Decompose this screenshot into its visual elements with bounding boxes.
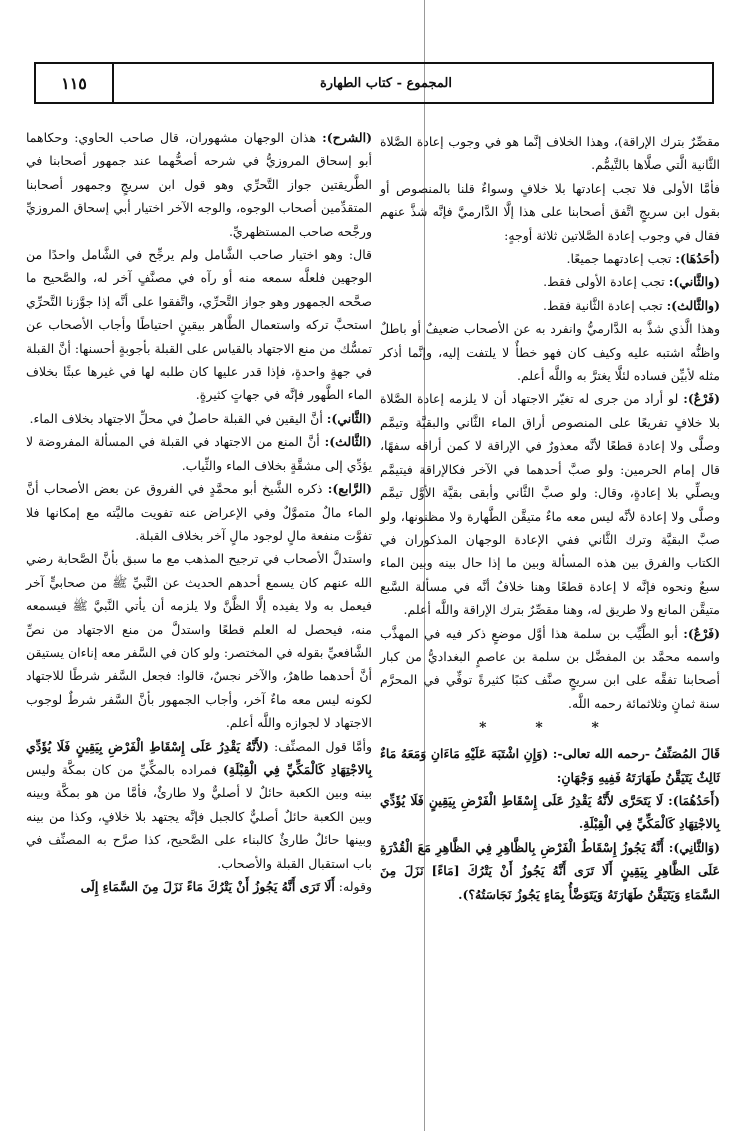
quoted-text: (لأَنَّهُ يَقْدِرُ عَلَى إِسْقَاطِ الْفَرْضِ بِيَقِينٍ فَلَا يُؤَدِّي بِالاجْتِهَادِ كَالْمَكِّيِّ فِي الْقِبْلَةِ) (26, 738, 372, 777)
page-number: ١١٥ (36, 64, 114, 102)
answer-item (26, 407, 372, 430)
running-header (34, 62, 714, 104)
list-item (380, 294, 720, 317)
author-quote: (أَحَدُهُمَا): لَا يَتَحَرَّى لأَنَّهُ يَقْدِرُ عَلَى إِسْقَاطِ الْفَرْضِ بِيَقِينٍ فَلَا يُؤَدِّي بِالاجْتِهَادِ كَالْمَكِّيِّ فِي الْقِبْلَةِ. (380, 792, 720, 832)
list-item (380, 247, 720, 270)
list-item (380, 270, 720, 293)
sharh-label: (الشرح): (322, 130, 372, 145)
item-text: تجب إعادة الأولى فقط. (543, 274, 665, 290)
item-label: (الثَّاني): (326, 410, 372, 426)
far-paragraph (380, 622, 720, 716)
paragraph: قال: وهو اختيار صاحب الشَّامل ولم يرجِّح في الشَّامل واحدًا من الوجهين فلعلَّه سمعه منه أو رآه في مصنَّفٍ آخر له، والصَّحيح ما صحَّحه الجمهور وهو جواز التَّحرِّي، واتَّفقوا على أنَّه إذا جوَّزنا التَّحرِّي استحبَّ تركه واستعمال الطَّاهر بيقينٍ احتياطًا وأجاب الأصحاب عن تمسُّك من منع الاجتهاد بالقياس على القبلة بأجوبةٍ أحسنها: أنَّ القبلة في جهةٍ واحدةٍ، فإذا قدر عليها كان طلبه لها في غيرها عبثًا بخلاف الماء الطَّهور فإنَّه في جهاتٍ كثيرةٍ. (26, 247, 372, 403)
answer-item (26, 477, 372, 547)
quoted-text: أَلَا تَرَى أَنَّهُ يَجُوزُ أَنْ يَتْرُكَ مَاءً نَزَلَ مِنَ السَّمَاءِ إِلَى (80, 879, 335, 894)
paragraph (26, 735, 372, 875)
item-label: (أحَدُهَا): (675, 251, 720, 267)
far-text: أبو الطَّيِّب بن سلمة هذا أوَّل موضعٍ ذكر فيه في المهذَّب واسمه محمَّد بن المفضَّل بن سلمة بن عاصمٍ البغداديُّ من كبار أصحابنا تفقَّه على ابن سريجٍ صنَّف كتبًا كثيرةً توفِّي في المحرَّم سنة ثمانٍ وثلاثمائة رحمه اللَّه. (380, 625, 720, 711)
author-quote: (وَالثَّانِي): أَنَّهُ يَجُوزُ إِسْقَاطُ الْفَرْضِ بِالظَّاهِرِ فِي الظَّاهِرِ مَعَ الْقُدْرَةِ عَلَى الظَّاهِرِ بِيَقِينٍ أَلَا تَرَى أَنَّهُ يَجُوزُ أَنْ يَتْرُكَ [مَاءً] نَزَلَ مِنَ السَّمَاءِ وَيَتَيَقَّنُ طَهَارَتَهُ وَيَتَوَضَّأُ بِمَاءٍ يَجُوزُ نَجَاسَتُهُ؟). (380, 839, 720, 902)
paragraph (26, 875, 372, 898)
far-label: (فَرْعٌ): (683, 391, 720, 407)
sharh-paragraph (26, 126, 372, 243)
item-label: (والثَّالث): (666, 297, 720, 313)
item-text: ذكره الشَّيخ أبو محمَّدٍ في الفروق عن بعض الأصحاب أنَّ الماء مالٌ متموَّلٌ وفي الإعراض عنه تفويت ماليَّته مع إمكانها فلا تفوَّت منفعة مالٍ لوجود مالٍ آخر بخلاف القبلة. (26, 481, 372, 543)
sharh-text: هذان الوجهان مشهوران، قال صاحب الحاوي: وحكاهما أبو إسحاق المروزيُّ في شرحه أصحُّهما عند جمهور أصحابنا في الطَّريقتين جواز التَّحرِّي وهو قول ابن سريجٍ وجمهور أصحابنا المتقدِّمين أصحاب الوجوه، والوجه الآخر اختيار أبي إسحاق المروزيِّ ورجَّحه صاحب المستظهريِّ. (26, 130, 372, 239)
body-text: فمراده بالمكِّيِّ من كان بمكَّة وليس بينه وبين الكعبة حائلٌ لا أصليٌّ ولا طارئٌ، فأمَّا من هو بمكَّة وبينه وبين الكعبة حائلٌ أصليٌّ كالجبل فإنَّه يجتهد بلا خلافٍ، وكذا من بينه وبينها حائلٌ طارئٌ كالبناء على الصَّحيح، كذا صرَّح به المصنِّف في باب استقبال القبلة والأصحاب. (26, 761, 372, 871)
paragraph: واستدلَّ الأصحاب في ترجيح المذهب مع ما سبق بأنَّ الصَّحابة رضي الله عنهم كان يسمع أحدهم الحديث عن النَّبيِّ ﷺ من صحابيٍّ آخر فيعمل به ولا يفيده إلَّا الظَّنَّ ولا يلزمه أن يأتي النَّبيَّ ﷺ فيسمعه منه، فيحصل له العلم قطعًا واستدلَّ من منع الاجتهاد من نصِّ الشَّافعيِّ بقوله في المختصر: ولو كان في السَّفر معه إناءان يستيقن أنَّ أحدهما طاهرٌ، والآخر نجسٌ، قالوا: فجعل السَّفر شرطًا للاجتهاد لكونه ليس معه ماءٌ آخر، وأجاب الجمهور بأنَّ السَّفر شرطٌ لوجوب الاجتهاد لا لجوازه واللَّه أعلم. (26, 551, 372, 731)
item-label: (والثَّاني): (668, 274, 720, 290)
paragraph: وهذا الَّذي شذَّ به الدَّارميُّ وانفرد به عن الأصحاب ضعيفٌ أو باطلٌ واظنُّه اشتبه عليه وكيف كان فهو خطأٌ لا يلتفت إليه، وإنَّما أذكر مثله لأبيِّن فساده لئلَّا يغترَّ به واللَّه أعلم. (380, 321, 720, 384)
item-text: أنَّ المنع من الاجتهاد في القبلة في المسألة المفروضة لا يؤدِّي إلى مشقَّةٍ بخلاف الماء والثِّياب. (26, 434, 372, 473)
far-paragraph (380, 387, 720, 621)
item-text: تجب إعادة الثَّانية فقط. (543, 297, 663, 313)
paragraph: مقصِّرٌ بترك الإراقة)، وهذا الخلاف إنَّما هو في وجوب إعادة الصَّلاة الثَّانية الَّتي صلَّاها بالتَّيمُّم. (380, 134, 720, 173)
left-column (26, 126, 372, 898)
intro-text: وقوله: (338, 879, 372, 894)
intro-text: وأمَّا قول المصنِّف: (273, 738, 372, 754)
far-text: لو أراد من جرى له تغيّر الاجتهاد أن لا يلزمه إعادة الصَّلاة بلا خلافٍ تفريعًا على المنصوص أراق الماء الثَّاني والبقيَّة وتيمَّم وصلَّى ولا إعادة قطعًا لأنَّه معذورٌ في الإراقة لا كمن أراقه سفهًا، قال إمام الحرمين: ولو صبَّ أحدهما في الآخر فكالإراقة فيتيمَّم ويصلِّي بلا إعادةٍ، وقال: ولو صبَّ الثَّاني وأبقى بقيَّة الأوَّل تيمَّم وصلَّى ولا إعادة لأنَّه ليس معه ماءٌ متيقَّن الطَّهارة ولا مظنونها، ولو صبَّ البقيَّة وترك الثَّاني ففي الإعادة الوجهان المذكوران في الكتاب والفرق بين هذه المسألة وبين ما إذا حال بينه وبين الماء سبعٌ ونحوه فإنَّه لا إعادة قطعًا وهنا خلافٌ أنَّه في مسألة السَّبع متيقَّن المانع ولا طريق له، وهنا مقصِّرٌ بترك الإراقة واللَّه أعلم. (380, 391, 720, 618)
item-label: (الرَّابع): (327, 481, 372, 497)
item-label: (الثَّالث): (324, 434, 372, 450)
answer-item (26, 430, 372, 477)
item-text: أنَّ اليقين في القبلة حاصلٌ في محلِّ الاجتهاد بخلاف الماء. (29, 410, 323, 426)
right-column (380, 130, 720, 906)
running-title: المجموع - كتاب الطهارة (319, 75, 452, 91)
item-text: تجب إعادتهما جميعًا. (566, 251, 672, 267)
author-quote: قَالَ المُصَنِّفُ -رحمه الله تعالى-: (وَإِنِ اشْتَبَهَ عَلَيْهِ مَاءَانِ وَمَعَهُ مَاءٌ ثَالِثٌ يَتَيَقَّنُ طَهَارَتَهُ فَفِيهِ وَجْهَانِ: (380, 746, 720, 785)
section-separator: * * * (479, 720, 621, 737)
far-label: (فَرْعٌ): (683, 625, 720, 641)
paragraph: فأمَّا الأولى فلا تجب إعادتها بلا خلافٍ وسواءٌ قلنا بالمنصوص أو بقول ابن سريجٍ اتَّفق أصحابنا على هذا إلَّا الدَّارميَّ فإنَّه شذَّ عنهم فقال في وجوب إعادة الصَّلاتين ثلاثة أوجهٍ: (380, 180, 720, 243)
